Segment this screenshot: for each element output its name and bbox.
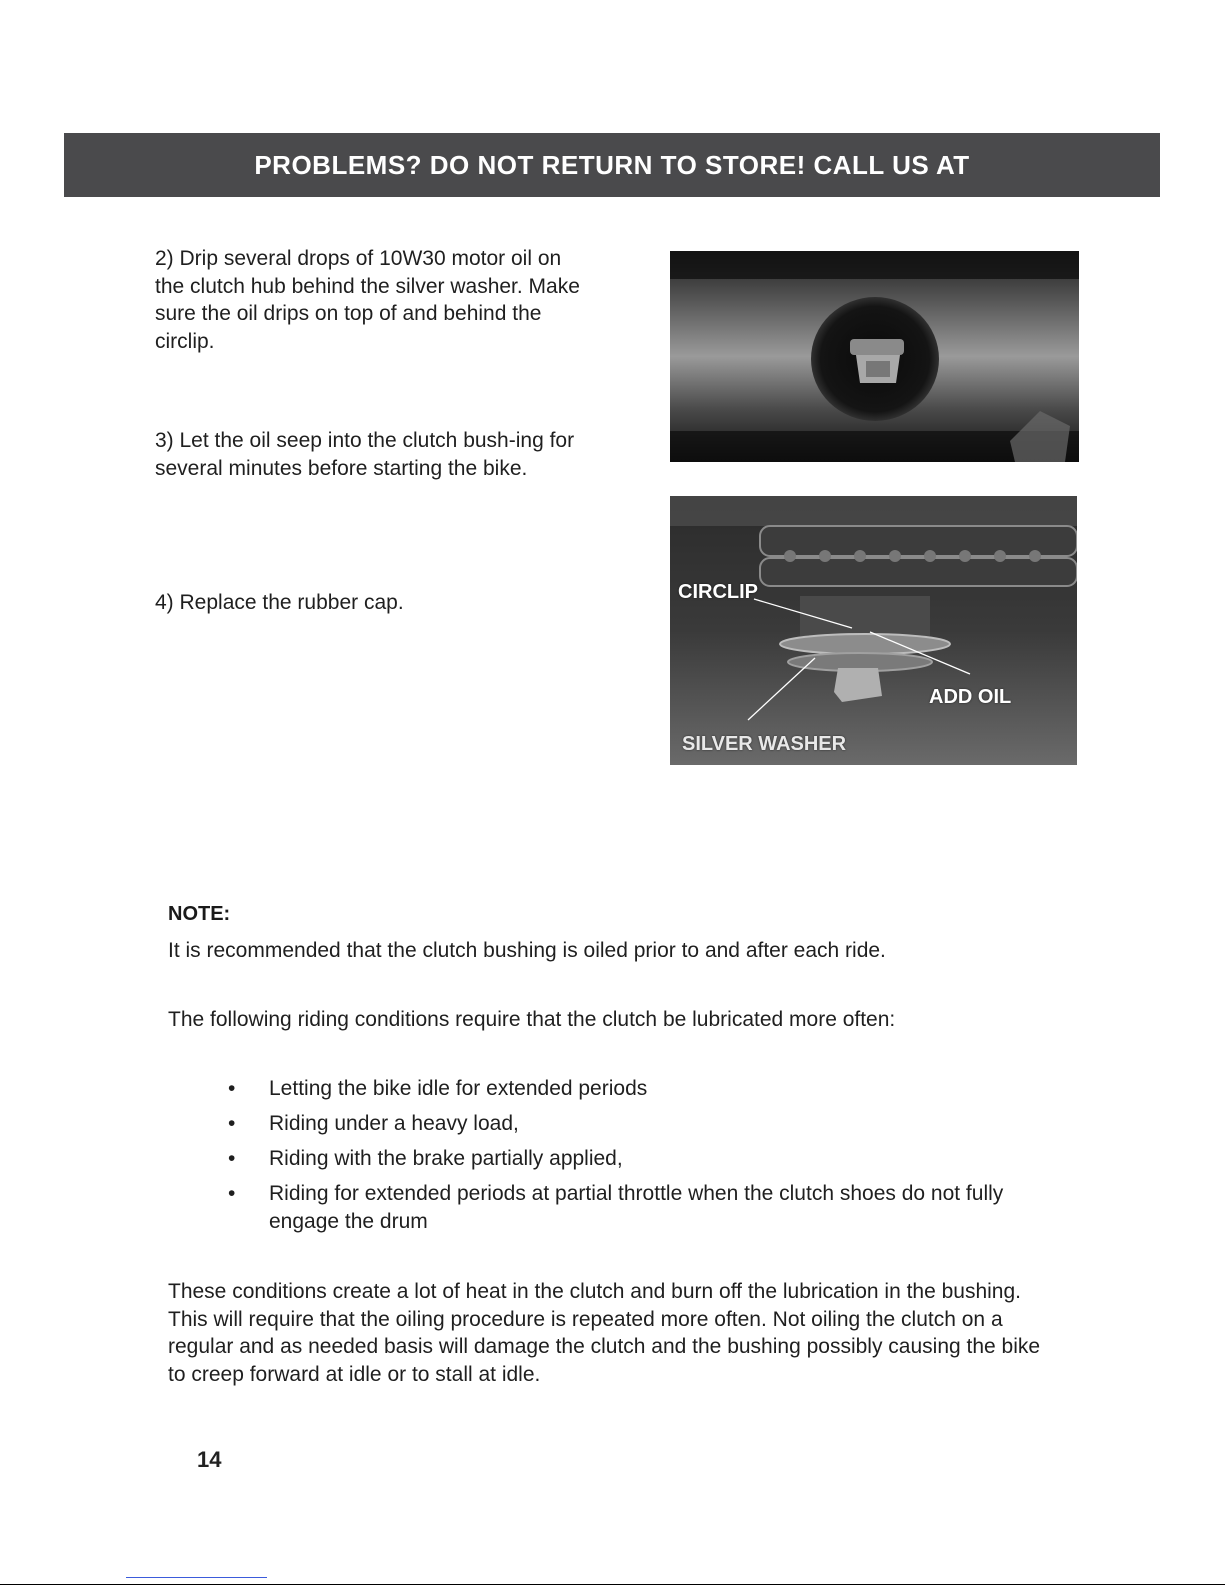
clutch-chain-photo	[670, 496, 1077, 765]
conditions-list	[228, 1075, 1028, 1243]
note-intro: It is recommended that the clutch bushing is oiled prior to and after each ride.	[168, 939, 886, 962]
header-banner	[64, 133, 1160, 197]
circlip-label: CIRCLIP	[678, 581, 758, 603]
step-4-text: 4) Replace the rubber cap.	[155, 591, 404, 614]
footer-link-underline	[126, 1577, 267, 1578]
clutch-chain-illustration	[670, 496, 1077, 765]
bullet-icon: •	[228, 1077, 236, 1100]
clutch-hole-photo	[670, 251, 1079, 462]
conditions-intro: The following riding conditions require that the clutch be lubricated more often:	[168, 1008, 896, 1031]
step-3-text: 3) Let the oil seep into the clutch bush-ing for several minutes before starting the bike.	[155, 429, 575, 480]
bullet-icon: •	[228, 1112, 236, 1135]
list-item: • Letting the bike idle for extended periods	[228, 1075, 1028, 1103]
bullet-icon: •	[228, 1147, 236, 1170]
add-oil-label: ADD OIL	[929, 686, 1012, 708]
banner-text: PROBLEMS? DO NOT RETURN TO STORE! CALL US AT	[254, 149, 970, 180]
page-number: 14	[197, 1447, 222, 1472]
note-title: NOTE:	[168, 903, 231, 925]
step-2-text: 2) Drip several drops of 10W30 motor oil on the clutch hub behind the silver washer. Make sure the oil drips on top of and behind the circlip.	[155, 247, 580, 353]
clutch-hole-illustration	[670, 251, 1079, 462]
list-item: • Riding under a heavy load,	[228, 1110, 1028, 1138]
silver-washer-label: SILVER WASHER	[682, 733, 847, 755]
bullet-icon: •	[228, 1182, 236, 1205]
note-conclusion: These conditions create a lot of heat in the clutch and burn off the lubrication in the bushing. This will require that the oiling procedure is repeated more often. Not oiling the clutch on a regular and as needed basis will damage the clutch and the bushing possibly causing the bike to creep forward at idle or to stall at idle.	[168, 1280, 1041, 1386]
list-item: • Riding for extended periods at partial throttle when the clutch shoes do not fully engage the drum	[228, 1182, 1004, 1233]
list-item: • Riding with the brake partially applied,	[228, 1145, 1028, 1173]
